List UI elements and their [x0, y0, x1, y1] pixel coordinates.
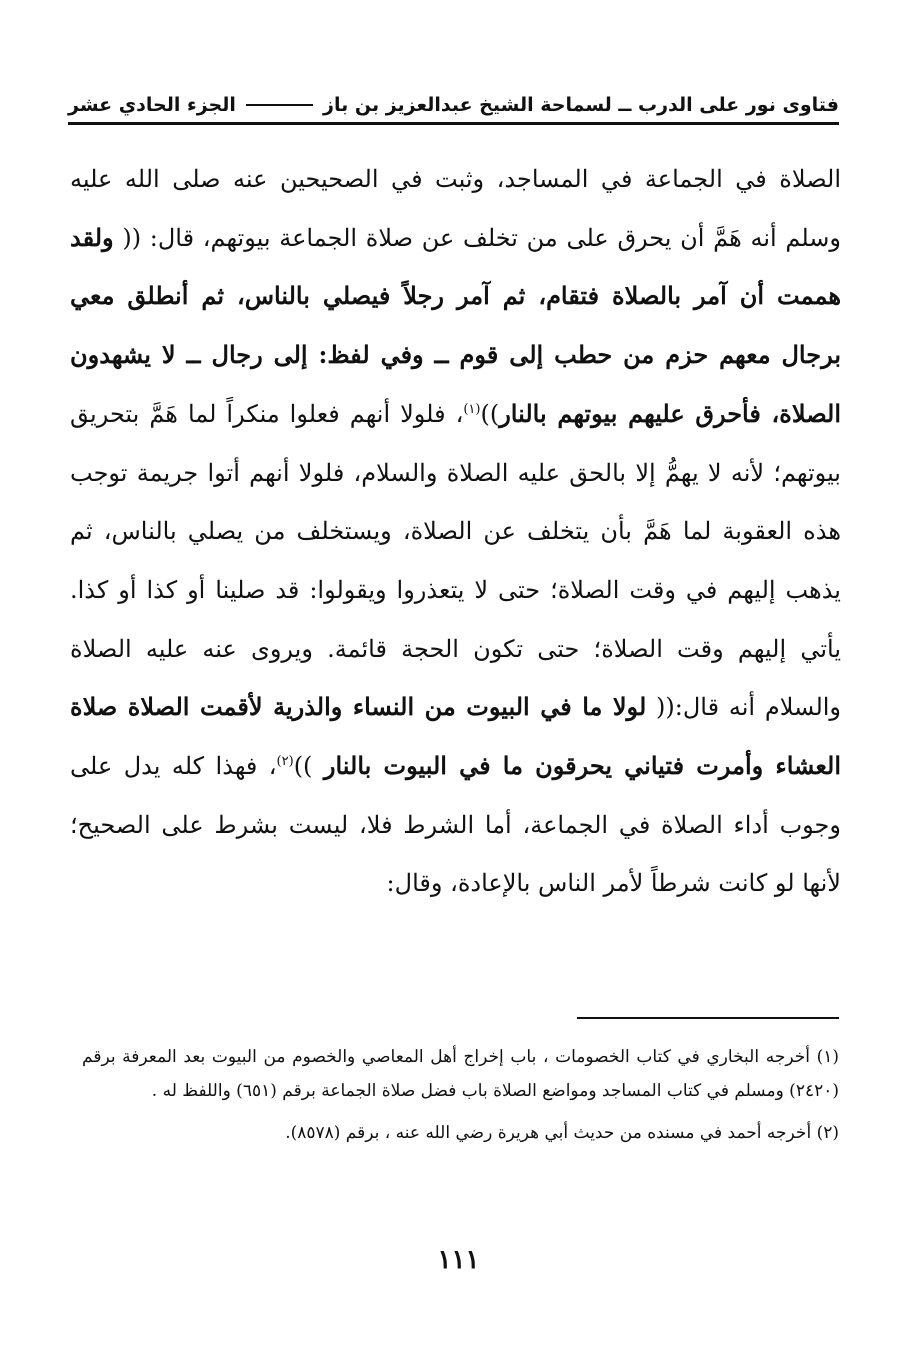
footnote-ref-1[interactable]: (١): [463, 401, 481, 417]
quote-close: )): [480, 399, 500, 428]
footnote-2: (٢) أخرجه أحمد في مسنده من حديث أبي هريرة رضي الله عنه ، برقم (٨٥٧٨).: [285, 1123, 839, 1143]
header-rule: [246, 104, 313, 106]
footnote-separator: [577, 1017, 839, 1019]
main-text: [70, 150, 841, 913]
footnote-1: (١) أخرجه البخاري في كتاب الخصومات ، باب إخراج أهل المعاصي والخصوم من البيوت بعد المعرفة برقم (٢٤٢٠) ومسلم في كتاب المساجد ومواضع الصلاة باب فضل صلاة الجماعة برقم (٦٥١) واللفظ له .: [82, 1047, 839, 1101]
text-segment: الصلاة في الجماعة في المساجد، وثبت في الصحيحين عنه صلى الله عليه وسلم أنه هَمَّ أن يحرق على من تخلف عن صلاة الجماعة بيوتهم، قال: ((: [70, 165, 841, 252]
footnotes: [82, 1040, 839, 1158]
hadith-quote-2: لولا ما في البيوت من النساء والذرية لأقمت الصلاة صلاة العشاء وأمرت فتياني يحرقون ما في البيوت بالنار: [70, 692, 841, 781]
quote-close: )): [293, 752, 324, 781]
volume-label: الجزء الحادي عشر: [68, 94, 236, 116]
footnote-ref-2[interactable]: (٢): [276, 754, 294, 770]
text-segment: ، فلولا أنهم فعلوا منكراً لما هَمَّ بتحريق بيوتهم؛ لأنه لا يهمُّ إلا بالحق عليه الصلاة والسلام، فلولا أنهم أتوا جريمة توجب هذه العقوبة لما هَمَّ بأن يتخلف عن الصلاة، ويستخلف من يصلي بالناس، ثم يذهب إليهم في وقت الصلاة؛ حتى لا يتعذروا ويقولوا: قد صلينا أو كذا أو كذا. يأتي إليهم وقت الصلاة؛ حتى تكون الحجة قائمة. ويروى عنه عليه الصلاة والسلام أنه قال:((: [70, 399, 842, 722]
text-segment: ، فهذا كله يدل على وجوب أداء الصلاة في الجماعة، أما الشرط فلا، ليست بشرط على الصحيح؛ لأنها لو كانت شرطاً لأمر الناس بالإعادة، وقال:: [70, 752, 841, 898]
hadith-quote-1: ولقد هممت أن آمر بالصلاة فتقام، ثم آمر رجلاً فيصلي بالناس، ثم أنطلق معي برجال معهم حزم من حطب إلى قوم ــ وفي لفظ: إلى رجال ــ لا يشهدون الصلاة، فأحرق عليهم بيوتهم بالنار: [70, 222, 841, 428]
main-paragraph: [70, 150, 841, 913]
book-title: فتاوى نور على الدرب ــ لسماحة الشيخ عبدالعزيز بن باز: [323, 94, 839, 116]
page-number: ١١١: [437, 1245, 480, 1275]
running-header: [68, 88, 839, 125]
